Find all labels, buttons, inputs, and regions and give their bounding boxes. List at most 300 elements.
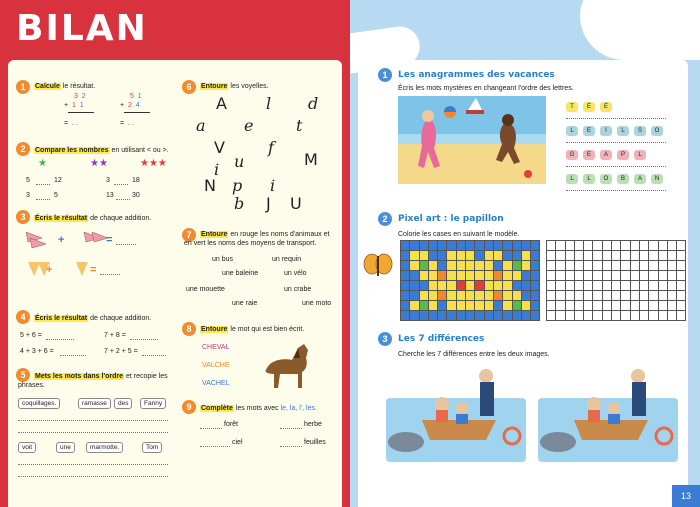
pixel-cell xyxy=(466,251,475,261)
pixel-cell-blank[interactable] xyxy=(621,301,630,311)
pixel-cell xyxy=(475,241,484,251)
pixel-cell xyxy=(428,291,437,301)
anagram-letter-tile: L xyxy=(566,174,578,184)
pixel-cell-blank[interactable] xyxy=(565,271,574,281)
pixel-cell-blank[interactable] xyxy=(639,251,648,261)
star-purple-icon: ★★ xyxy=(90,158,108,169)
pixel-cell-blank[interactable] xyxy=(677,261,686,271)
answer-line xyxy=(566,166,666,167)
pixel-cell xyxy=(531,301,540,311)
addition-item: 5 + 6 = xyxy=(20,332,42,339)
word-to-circle[interactable]: une mouette xyxy=(186,286,225,293)
pixel-cell-blank[interactable] xyxy=(639,291,648,301)
pixel-cell-blank[interactable] xyxy=(667,301,676,311)
pixel-cell-blank[interactable] xyxy=(658,251,667,261)
pixel-cell xyxy=(438,291,447,301)
pixel-cell-blank[interactable] xyxy=(547,271,556,281)
pixel-cell-blank[interactable] xyxy=(649,301,658,311)
game-2-instruction: Colorie les cases en suivant le modèle. xyxy=(398,231,520,238)
pixel-cell-blank[interactable] xyxy=(649,251,658,261)
pixel-cell xyxy=(493,301,502,311)
anagram-letter-tile: P xyxy=(617,150,629,160)
word-tile[interactable]: marmotte. xyxy=(86,442,123,453)
pixel-cell-blank[interactable] xyxy=(593,241,602,251)
pixel-cell xyxy=(447,301,456,311)
pixel-cell xyxy=(484,291,493,301)
op2-top: 5 1 xyxy=(130,93,142,100)
pixel-cell xyxy=(456,311,465,321)
pixel-cell-blank[interactable] xyxy=(649,271,658,281)
vowel-letter[interactable]: A xyxy=(216,94,227,113)
pixel-cell xyxy=(419,281,428,291)
pixel-cell xyxy=(447,271,456,281)
pixel-cell xyxy=(438,301,447,311)
pixel-cell-blank[interactable] xyxy=(658,261,667,271)
pixel-cell-blank[interactable] xyxy=(612,281,621,291)
pixel-cell-blank[interactable] xyxy=(677,311,686,321)
word-tile[interactable]: coquillages. xyxy=(18,398,60,409)
pixel-cell-blank[interactable] xyxy=(658,311,667,321)
word-to-circle[interactable]: un vélo xyxy=(284,270,307,277)
answer-line xyxy=(18,420,168,421)
word-to-circle[interactable]: un crabe xyxy=(284,286,312,293)
vowel-letter[interactable]: a xyxy=(196,116,206,135)
pixel-cell-blank[interactable] xyxy=(593,261,602,271)
pixel-cell xyxy=(447,281,456,291)
pixel-cell xyxy=(456,251,465,261)
pixel-cell-blank[interactable] xyxy=(630,241,639,251)
game-3-instruction: Cherche les 7 différences entre les deux images. xyxy=(398,351,550,358)
pixel-cell-blank[interactable] xyxy=(639,241,648,251)
pixel-cell xyxy=(493,241,502,251)
pixel-cell-blank[interactable] xyxy=(649,311,658,321)
pixel-cell-blank[interactable] xyxy=(565,281,574,291)
pixel-cell-blank[interactable] xyxy=(612,301,621,311)
pixel-cell-blank[interactable] xyxy=(584,241,593,251)
pixel-cell xyxy=(401,291,410,301)
pixel-cell-blank[interactable] xyxy=(639,281,648,291)
pixel-cell-blank[interactable] xyxy=(630,261,639,271)
pixel-cell xyxy=(419,271,428,281)
pixel-cell-blank[interactable] xyxy=(649,291,658,301)
anagram-letter-tile: L xyxy=(617,126,629,136)
vowel-letter[interactable]: b xyxy=(234,194,245,213)
pixel-cell xyxy=(466,281,475,291)
pixel-cell-blank[interactable] xyxy=(667,261,676,271)
pixel-cell-blank[interactable] xyxy=(556,251,565,261)
pixel-cell xyxy=(512,251,521,261)
pixel-cell-blank[interactable] xyxy=(574,311,583,321)
word-tile[interactable]: voit xyxy=(18,442,36,453)
word-tile[interactable]: une xyxy=(56,442,75,453)
vowel-letter[interactable]: u xyxy=(234,152,245,171)
pixel-cell xyxy=(493,311,502,321)
exercise-number-8: 8 xyxy=(182,322,196,336)
word-to-circle[interactable]: une raie xyxy=(232,300,258,307)
left-exercise-card xyxy=(8,60,342,507)
pixel-cell xyxy=(531,291,540,301)
game-number-3: 3 xyxy=(378,332,392,346)
op2-result: = . . xyxy=(120,120,134,127)
exercise-number-9: 9 xyxy=(182,400,196,414)
pixel-cell-blank[interactable] xyxy=(630,281,639,291)
pixel-cell-blank[interactable] xyxy=(574,271,583,281)
anagram-letter-tile: O xyxy=(600,174,612,184)
pixel-cell-blank[interactable] xyxy=(639,271,648,281)
pixel-cell-blank[interactable] xyxy=(574,261,583,271)
answer-line xyxy=(142,355,166,356)
pixel-cell xyxy=(466,261,475,271)
pixel-cell xyxy=(521,301,530,311)
pixel-cell xyxy=(447,241,456,251)
pixel-cell xyxy=(419,311,428,321)
pixel-cell xyxy=(428,251,437,261)
anagram-letter-tile: L xyxy=(566,126,578,136)
pixel-cell-blank[interactable] xyxy=(677,251,686,261)
vowel-letter[interactable]: p xyxy=(232,176,243,195)
pixel-cell-blank[interactable] xyxy=(658,281,667,291)
pixel-cell-blank[interactable] xyxy=(547,281,556,291)
pixel-cell-blank[interactable] xyxy=(630,251,639,261)
anagram-letter-tile: E xyxy=(583,150,595,160)
pixel-cell-blank[interactable] xyxy=(565,251,574,261)
pixel-cell-blank[interactable] xyxy=(649,281,658,291)
word-option[interactable]: CHEVAL xyxy=(202,344,230,351)
pixel-cell-blank[interactable] xyxy=(612,251,621,261)
exercise-number-2: 2 xyxy=(16,142,30,156)
pixel-cell xyxy=(475,291,484,301)
anagram-letter-tile: É xyxy=(600,102,612,112)
pixel-cell xyxy=(466,241,475,251)
pixel-cell xyxy=(512,291,521,301)
pixel-cell-blank[interactable] xyxy=(667,281,676,291)
pixel-cell-blank[interactable] xyxy=(584,281,593,291)
vowel-letter[interactable]: N xyxy=(204,176,216,195)
word-tile[interactable]: Fanny xyxy=(140,398,166,409)
pixel-cell-blank[interactable] xyxy=(593,251,602,261)
exercise-number-5: 5 xyxy=(16,368,30,382)
pixel-cell-blank[interactable] xyxy=(547,251,556,261)
pixel-cell xyxy=(410,251,419,261)
pixel-cell xyxy=(401,241,410,251)
pixel-cell xyxy=(456,271,465,281)
pixel-cell-blank[interactable] xyxy=(630,311,639,321)
pixel-cell xyxy=(531,251,540,261)
answer-line xyxy=(200,446,230,447)
op1-result: = . . xyxy=(64,120,78,127)
exercise-4-instruction: Écris le résultat de chaque addition. xyxy=(35,315,152,322)
pixel-cell xyxy=(484,301,493,311)
pixel-cell xyxy=(438,281,447,291)
pixel-cell-blank[interactable] xyxy=(649,261,658,271)
vowel-letter[interactable]: i xyxy=(214,160,220,179)
page-number: 13 xyxy=(672,485,700,507)
vowel-letter[interactable]: l xyxy=(266,94,272,113)
exercise-7-instruction: Entoure en rouge les noms d'animaux et en vert les noms des moyens de transport. xyxy=(184,231,330,247)
pixel-cell-blank[interactable] xyxy=(612,261,621,271)
word-to-circle[interactable]: une baleine xyxy=(222,270,259,277)
pixel-cell xyxy=(466,291,475,301)
page-title-jeux: Jeux xyxy=(617,12,684,47)
pixel-cell xyxy=(410,301,419,311)
pixel-cell-blank[interactable] xyxy=(602,251,611,261)
pixel-cell xyxy=(410,291,419,301)
horse-illustration xyxy=(258,340,316,392)
pixel-cell-blank[interactable] xyxy=(612,241,621,251)
pixel-cell-blank[interactable] xyxy=(677,301,686,311)
pixel-cell xyxy=(475,261,484,271)
pixel-cell-blank[interactable] xyxy=(667,241,676,251)
vowel-letter[interactable]: i xyxy=(270,176,276,195)
pixel-cell-blank[interactable] xyxy=(574,291,583,301)
pixel-cell-blank[interactable] xyxy=(584,301,593,311)
pixel-cell xyxy=(456,291,465,301)
pixel-cell-blank[interactable] xyxy=(556,301,565,311)
vowel-letter[interactable]: t xyxy=(296,116,303,135)
pixel-cell-blank[interactable] xyxy=(621,251,630,261)
pixel-cell-blank[interactable] xyxy=(602,301,611,311)
pixel-cell xyxy=(512,241,521,251)
pixel-cell-blank[interactable] xyxy=(602,271,611,281)
pixel-cell xyxy=(512,311,521,321)
pixel-cell-blank[interactable] xyxy=(584,261,593,271)
pixel-cell-blank[interactable] xyxy=(621,241,630,251)
pixel-cell-blank[interactable] xyxy=(602,311,611,321)
pixel-cell xyxy=(428,301,437,311)
pixel-cell xyxy=(419,261,428,271)
compare-c2: 13 xyxy=(106,192,114,199)
pixel-cell xyxy=(503,291,512,301)
pixel-cell-blank[interactable] xyxy=(621,291,630,301)
compare-c1: 3 xyxy=(106,177,110,184)
addition-item: 7 + 8 = xyxy=(104,332,126,339)
pixel-cell xyxy=(475,271,484,281)
answer-line xyxy=(130,339,158,340)
answer-line xyxy=(116,244,136,245)
addition-item: 4 + 3 + 6 = xyxy=(20,348,54,355)
pixel-cell xyxy=(475,311,484,321)
answer-line xyxy=(18,464,168,465)
answer-line xyxy=(200,428,222,429)
pixel-cell-blank[interactable] xyxy=(556,311,565,321)
right-page xyxy=(350,0,700,507)
pixel-cell xyxy=(447,311,456,321)
pixel-cell-blank[interactable] xyxy=(556,281,565,291)
pixel-cell-blank[interactable] xyxy=(621,281,630,291)
pixel-cell-blank[interactable] xyxy=(547,311,556,321)
pixel-cell-blank[interactable] xyxy=(547,261,556,271)
pixel-cell xyxy=(438,271,447,281)
pixel-cell xyxy=(484,261,493,271)
pixel-cell-blank[interactable] xyxy=(593,311,602,321)
anagram-letter-tile: É xyxy=(583,102,595,112)
anagram-letter-tile: L xyxy=(634,150,646,160)
exercise-1-instruction: Calcule le résultat. xyxy=(35,83,96,90)
pixel-cell-blank[interactable] xyxy=(602,281,611,291)
pixel-cell-blank[interactable] xyxy=(593,281,602,291)
pixel-cell-blank[interactable] xyxy=(547,301,556,311)
pixel-cell xyxy=(419,241,428,251)
pixel-cell-blank[interactable] xyxy=(593,301,602,311)
op1-line xyxy=(68,112,94,113)
pixel-cell xyxy=(512,261,521,271)
right-games-card xyxy=(358,60,688,507)
pixel-cell-blank[interactable] xyxy=(612,311,621,321)
pixel-cell xyxy=(521,251,530,261)
equals-sign-2: = xyxy=(90,264,97,276)
pixel-cell-blank[interactable] xyxy=(574,251,583,261)
pixel-cell-blank[interactable] xyxy=(556,241,565,251)
pixel-cell-blank[interactable] xyxy=(584,291,593,301)
vowel-letter[interactable]: U xyxy=(290,194,302,213)
pixel-cell-blank[interactable] xyxy=(621,271,630,281)
pixel-cell-blank[interactable] xyxy=(658,271,667,281)
pixel-cell xyxy=(484,241,493,251)
pixel-cell xyxy=(447,291,456,301)
answer-line xyxy=(566,142,666,143)
answer-line xyxy=(18,476,168,477)
pixel-cell-blank[interactable] xyxy=(612,271,621,281)
pixel-cell-blank[interactable] xyxy=(556,261,565,271)
pixel-cell-blank[interactable] xyxy=(565,261,574,271)
pixel-cell xyxy=(466,311,475,321)
pixel-cell-blank[interactable] xyxy=(574,241,583,251)
exercise-9-instruction: Complète les mots avec le, la, l', les. xyxy=(201,405,317,412)
compare-b2: 5 xyxy=(54,192,58,199)
pixel-cell xyxy=(419,251,428,261)
differences-image-right xyxy=(538,362,678,462)
answer-line xyxy=(18,432,168,433)
vowel-letter[interactable]: V xyxy=(214,138,225,157)
answer-line xyxy=(280,428,302,429)
pixel-cell-blank[interactable] xyxy=(639,311,648,321)
pixel-cell-blank[interactable] xyxy=(574,281,583,291)
exercise-number-1: 1 xyxy=(16,80,30,94)
anagram-letter-tile: B xyxy=(617,174,629,184)
pixel-cell-blank[interactable] xyxy=(630,291,639,301)
pixel-cell-blank[interactable] xyxy=(584,311,593,321)
vowel-letter[interactable]: e xyxy=(244,116,254,135)
word-tile[interactable]: des xyxy=(114,398,132,409)
pixel-cell-blank[interactable] xyxy=(639,261,648,271)
pixel-cell xyxy=(428,281,437,291)
pixel-cell-blank[interactable] xyxy=(602,291,611,301)
pixel-cell-blank[interactable] xyxy=(621,261,630,271)
pixel-cell xyxy=(410,311,419,321)
pixel-art-blank-grid[interactable] xyxy=(546,240,686,321)
word-tile[interactable]: Tom xyxy=(142,442,162,453)
pixel-cell-blank[interactable] xyxy=(602,241,611,251)
vowel-letter[interactable]: f xyxy=(268,138,274,157)
pixel-cell-blank[interactable] xyxy=(612,291,621,301)
pixel-cell xyxy=(401,311,410,321)
answer-line xyxy=(280,446,302,447)
game-1-title: Les anagrammes des vacances xyxy=(398,70,555,80)
pixel-cell-blank[interactable] xyxy=(584,271,593,281)
word-to-circle[interactable]: une moto xyxy=(302,300,332,307)
pixel-cell-blank[interactable] xyxy=(584,251,593,261)
pixel-cell-blank[interactable] xyxy=(677,241,686,251)
pixel-cell-blank[interactable] xyxy=(630,271,639,281)
pixel-cell-blank[interactable] xyxy=(677,291,686,301)
pixel-cell xyxy=(512,281,521,291)
word-to-circle[interactable]: un bus xyxy=(212,256,234,263)
pixel-cell-blank[interactable] xyxy=(658,241,667,251)
equals-sign-1: = xyxy=(106,234,113,246)
pixel-cell xyxy=(428,241,437,251)
pixel-cell xyxy=(401,261,410,271)
pixel-cell-blank[interactable] xyxy=(677,281,686,291)
pixel-cell-blank[interactable] xyxy=(556,271,565,281)
pixel-cell-blank[interactable] xyxy=(593,291,602,301)
word-option[interactable]: VALCHE xyxy=(202,362,230,369)
pixel-cell xyxy=(410,271,419,281)
anagram-letter-tile: S xyxy=(634,126,646,136)
pixel-cell-blank[interactable] xyxy=(556,291,565,301)
pixel-cell-blank[interactable] xyxy=(639,301,648,311)
vowel-letter[interactable]: J xyxy=(266,194,271,213)
exercise-number-3: 3 xyxy=(16,210,30,224)
pixel-cell xyxy=(531,311,540,321)
pixel-cell-blank[interactable] xyxy=(565,311,574,321)
pixel-cell-blank[interactable] xyxy=(649,241,658,251)
pixel-cell xyxy=(493,261,502,271)
compare-b1: 12 xyxy=(54,177,62,184)
word-tile[interactable]: ramasse xyxy=(78,398,111,409)
pixel-cell-blank[interactable] xyxy=(630,301,639,311)
pixel-cell-blank[interactable] xyxy=(593,271,602,281)
pixel-cell-blank[interactable] xyxy=(621,311,630,321)
pixel-cell-blank[interactable] xyxy=(602,261,611,271)
pixel-cell xyxy=(484,281,493,291)
pixel-cell xyxy=(456,301,465,311)
exercise-number-7: 7 xyxy=(182,228,196,242)
pixel-cell-blank[interactable] xyxy=(565,301,574,311)
addition-item: 7 + 2 + 5 = xyxy=(104,348,138,355)
pixel-cell-blank[interactable] xyxy=(667,271,676,281)
pixel-cell xyxy=(484,251,493,261)
pixel-cell-blank[interactable] xyxy=(574,301,583,311)
pixel-cell-blank[interactable] xyxy=(565,291,574,301)
pixel-cell-blank[interactable] xyxy=(667,311,676,321)
plus-sign-1: + xyxy=(58,234,65,246)
anagram-letter-tile: I xyxy=(600,126,612,136)
pixel-cell-blank[interactable] xyxy=(658,301,667,311)
pixel-cell xyxy=(401,271,410,281)
pixel-cell-blank[interactable] xyxy=(547,241,556,251)
word-option[interactable]: VACHEL xyxy=(202,380,230,387)
pixel-cell xyxy=(456,261,465,271)
vowel-letter[interactable]: d xyxy=(308,94,319,113)
word-to-complete: ciel xyxy=(232,439,243,446)
word-to-circle[interactable]: un requin xyxy=(272,256,302,263)
pixel-cell xyxy=(447,261,456,271)
answer-line xyxy=(46,339,74,340)
op2-line xyxy=(124,112,150,113)
pixel-cell-blank[interactable] xyxy=(667,251,676,261)
pixel-cell xyxy=(521,291,530,301)
answer-line xyxy=(100,274,120,275)
pixel-cell-blank[interactable] xyxy=(547,291,556,301)
pixel-cell xyxy=(484,311,493,321)
vowel-letter[interactable]: M xyxy=(304,150,318,169)
op2-bottom: + 2 4 xyxy=(120,102,140,109)
pixel-cell-blank[interactable] xyxy=(677,271,686,281)
pixel-cell-blank[interactable] xyxy=(667,291,676,301)
pixel-cell xyxy=(456,281,465,291)
pixel-cell-blank[interactable] xyxy=(658,291,667,301)
pixel-cell-blank[interactable] xyxy=(565,241,574,251)
